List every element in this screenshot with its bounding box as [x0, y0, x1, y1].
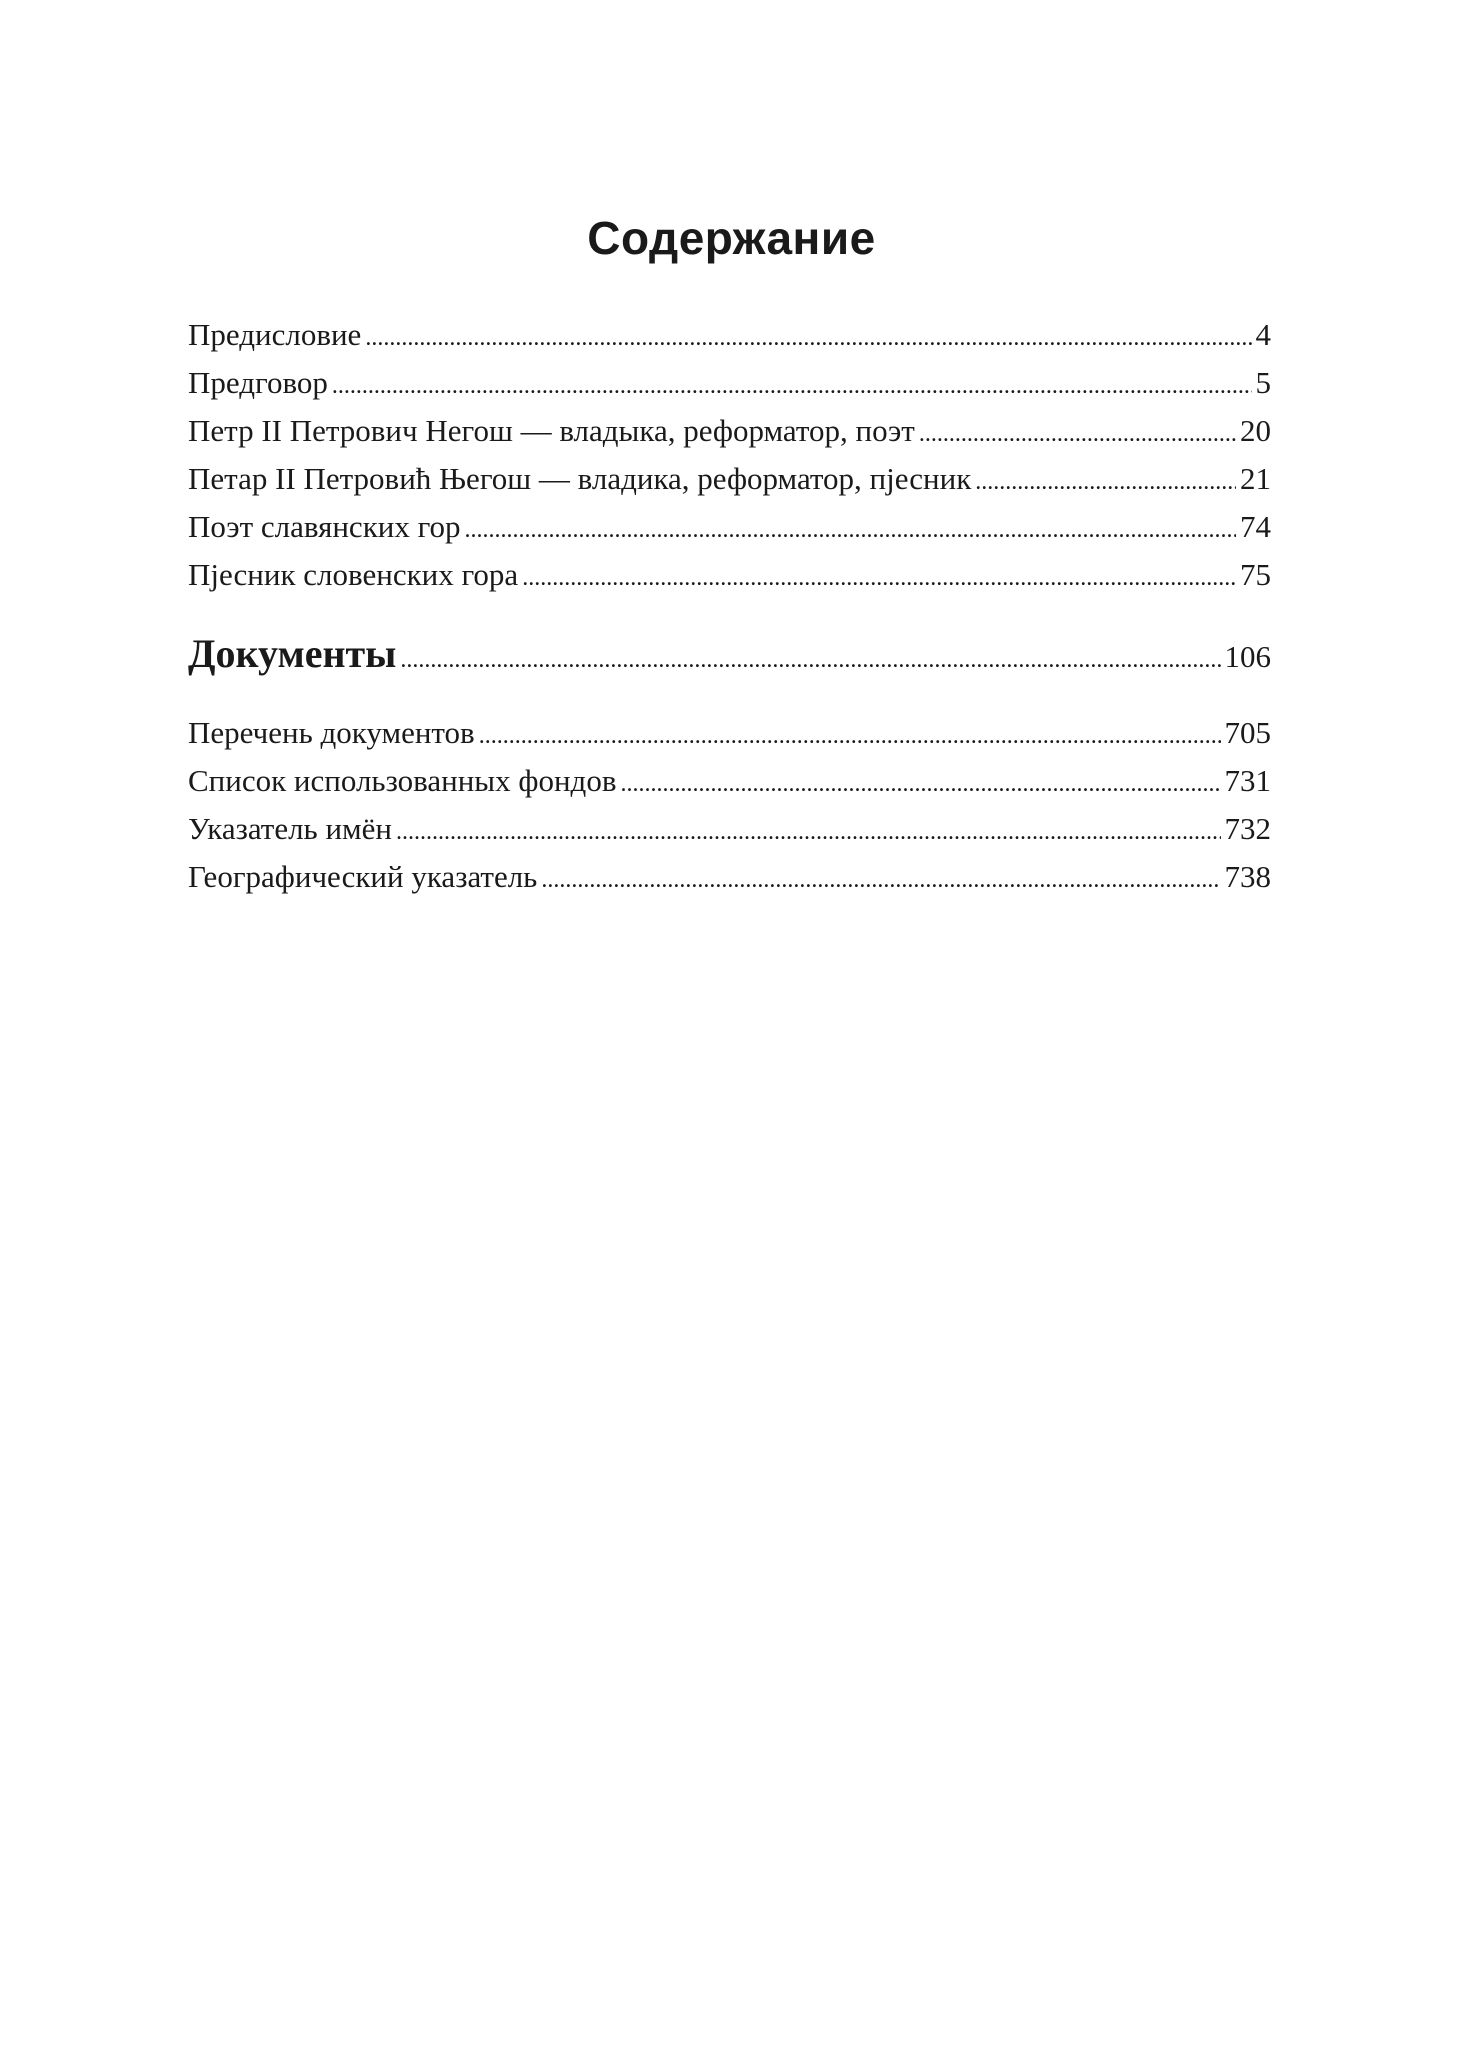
- toc-section-title: Документы: [188, 631, 397, 676]
- toc-entry: [188, 853, 1271, 901]
- toc-entry: [188, 359, 1271, 407]
- toc-entry-title: Географический указатель: [188, 859, 538, 894]
- toc-entry-page: 74: [1240, 509, 1271, 544]
- dot-leader: [465, 506, 1236, 554]
- toc-entry: [188, 311, 1271, 359]
- toc-entry: [188, 805, 1271, 853]
- dot-leader: [522, 554, 1236, 602]
- dot-leader: [332, 362, 1252, 410]
- toc-entry-page: 5: [1255, 365, 1271, 400]
- page-title: Содержание: [587, 212, 876, 264]
- dot-leader: [620, 760, 1220, 808]
- toc-entry: [188, 503, 1271, 551]
- toc-entry: [188, 407, 1271, 455]
- toc-entry: [188, 709, 1271, 757]
- table-of-contents: [188, 311, 1271, 901]
- toc-entry-page: 732: [1224, 811, 1271, 846]
- toc-entry-page: 75: [1240, 557, 1271, 592]
- toc-section-page: 106: [1224, 639, 1271, 674]
- toc-entry-title: Указатель имён: [188, 811, 392, 846]
- toc-main-section: [188, 621, 1271, 687]
- toc-entry-title: Петар II Петровић Његош — владика, реформатор, пјесник: [188, 461, 972, 496]
- toc-entry-title: Перечень документов: [188, 715, 475, 750]
- toc-entry-page: 20: [1240, 413, 1271, 448]
- toc-entry-page: 4: [1255, 317, 1271, 352]
- toc-entry-title: Предисловие: [188, 317, 362, 352]
- toc-entry: [188, 551, 1271, 599]
- toc-entry-title: Поэт славянских гор: [188, 509, 461, 544]
- toc-entry-title: Петр II Петрович Негош — владыка, реформатор, поэт: [188, 413, 915, 448]
- toc-entry-title: Предговор: [188, 365, 328, 400]
- dot-leader: [479, 712, 1221, 760]
- dot-leader: [975, 458, 1236, 506]
- dot-leader: [396, 808, 1221, 856]
- toc-entry: [188, 455, 1271, 503]
- toc-entry-page: 21: [1240, 461, 1271, 496]
- toc-entry-title: Пјесник словенских гора: [188, 557, 519, 592]
- toc-entry: [188, 757, 1271, 805]
- toc-back-matter: [188, 709, 1271, 901]
- dot-leader: [919, 410, 1236, 458]
- dot-leader: [400, 627, 1220, 693]
- toc-entry-title: Список использованных фондов: [188, 763, 617, 798]
- toc-entry-page: 731: [1224, 763, 1271, 798]
- toc-entry-page: 705: [1224, 715, 1271, 750]
- toc-front-matter: [188, 311, 1271, 599]
- dot-leader: [365, 314, 1251, 362]
- dot-leader: [541, 856, 1220, 904]
- toc-section-entry: [188, 621, 1271, 687]
- toc-entry-page: 738: [1224, 859, 1271, 894]
